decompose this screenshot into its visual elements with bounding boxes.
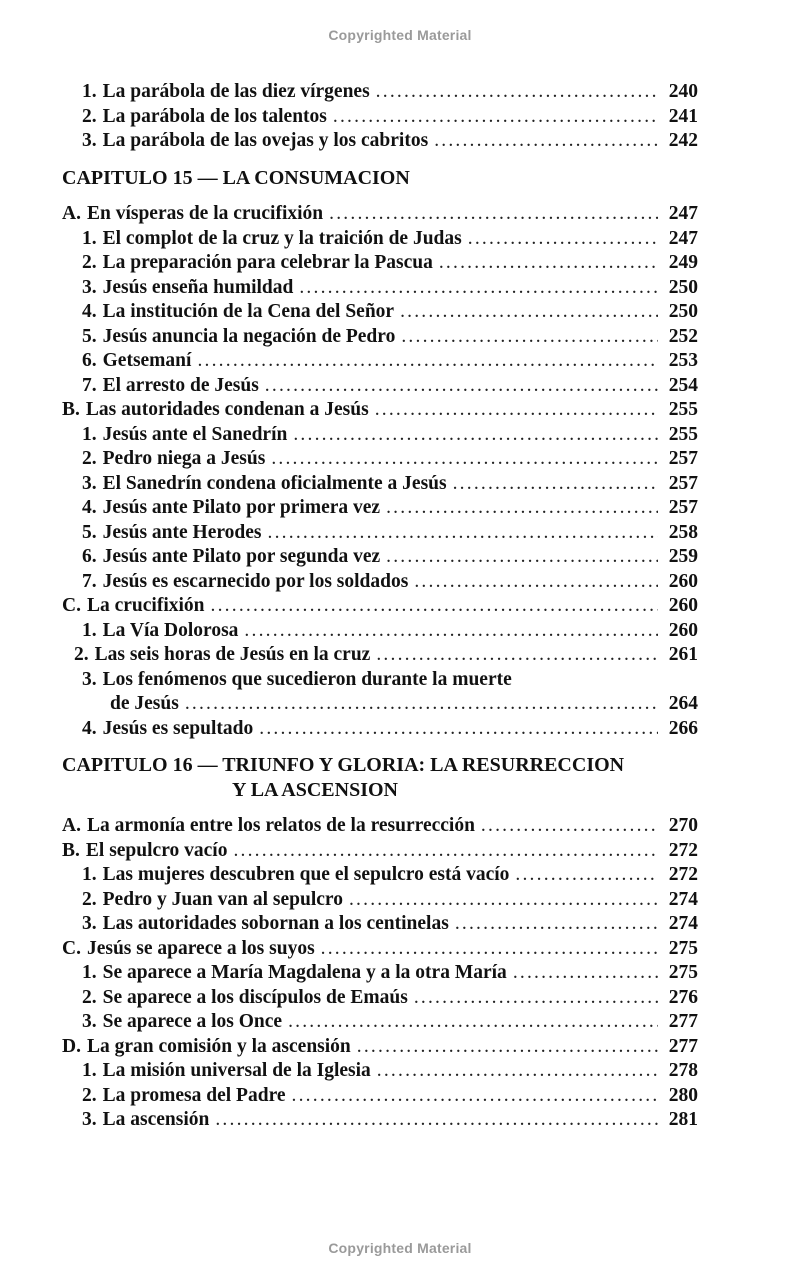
page-number: 275 <box>668 937 698 959</box>
entry-number: 2. <box>82 986 97 1008</box>
toc-entry[interactable] <box>62 276 698 301</box>
entry-number: 6. <box>82 350 97 371</box>
entry-number: 3. <box>82 130 97 151</box>
page-number: 274 <box>668 888 698 910</box>
page-number: 260 <box>668 570 698 592</box>
entry-number: 2. <box>82 1084 97 1106</box>
entry-number: 4. <box>82 301 97 322</box>
leader-dots <box>453 472 658 497</box>
leader-dots <box>375 398 658 423</box>
leader-dots <box>215 1108 658 1133</box>
page-number: 261 <box>668 644 698 665</box>
leader-dots <box>357 1035 658 1060</box>
entry-title: Los fenómenos que sucedieron durante la muerte <box>102 668 512 690</box>
page-number: 278 <box>668 1060 698 1081</box>
leader-dots <box>515 863 658 888</box>
toc-section[interactable] <box>62 814 698 839</box>
toc-entry[interactable] <box>62 472 698 497</box>
page-number: 272 <box>668 864 698 885</box>
leader-dots <box>211 594 658 619</box>
leader-dots <box>386 545 658 570</box>
leader-dots <box>197 349 658 374</box>
page-number: 249 <box>668 252 698 273</box>
page-number: 252 <box>668 325 698 347</box>
entry-title: Jesús anuncia la negación de Pedro <box>102 325 396 347</box>
entry-title: Las seis horas de Jesús en la cruz <box>94 644 371 665</box>
entry-title: Pedro y Juan van al sepulcro <box>102 888 343 910</box>
entry-number: 1. <box>82 1060 97 1081</box>
leader-dots <box>376 643 658 668</box>
leader-dots <box>455 912 658 937</box>
toc-entry[interactable] <box>62 129 698 154</box>
entry-title: Las mujeres descubren que el sepulcro está vacío <box>102 864 510 885</box>
page-number: 270 <box>668 815 698 836</box>
toc-entry[interactable] <box>62 668 698 693</box>
page-number: 277 <box>668 1035 698 1057</box>
entry-number: 1. <box>82 227 97 249</box>
toc-entry[interactable] <box>62 521 698 546</box>
entry-title: El arresto de Jesús <box>102 374 259 396</box>
page-number: 242 <box>668 130 698 151</box>
page-number: 255 <box>668 399 698 420</box>
entry-title: Jesús ante el Sanedrín <box>102 423 288 445</box>
leader-dots <box>259 717 658 742</box>
leader-dots <box>293 423 658 448</box>
entry-number: 1. <box>82 962 97 983</box>
leader-dots <box>468 227 658 252</box>
leader-dots <box>271 447 658 472</box>
entry-title: La parábola de los talentos <box>102 105 327 127</box>
leader-dots <box>268 521 658 546</box>
entry-number: 7. <box>82 570 97 592</box>
toc-entry[interactable] <box>62 643 698 668</box>
section-title: Las autoridades condenan a Jesús <box>85 399 369 420</box>
entry-title: La parábola de las diez vírgenes <box>102 81 370 102</box>
toc-entry[interactable] <box>62 961 698 986</box>
entry-title: Jesús es escarnecido por los soldados <box>102 570 409 592</box>
entry-title: Las autoridades sobornan a los centinelas <box>102 913 449 934</box>
toc-entry[interactable] <box>62 423 698 448</box>
leader-dots <box>265 374 658 399</box>
leader-dots <box>321 937 658 962</box>
entry-number: 4. <box>82 717 97 739</box>
page-number: 272 <box>668 839 698 861</box>
entry-number: 3. <box>82 668 97 690</box>
toc-entry[interactable] <box>62 619 698 644</box>
section-title: El sepulcro vacío <box>85 839 228 861</box>
toc-section[interactable] <box>62 202 698 227</box>
page-number: 259 <box>668 546 698 567</box>
section-title: La crucifixión <box>86 595 205 616</box>
page-number: 250 <box>668 301 698 322</box>
section-letter: C. <box>62 937 81 959</box>
leader-dots <box>481 814 658 839</box>
toc-entry[interactable] <box>62 105 698 130</box>
toc-entry[interactable] <box>62 570 698 595</box>
page-number: 257 <box>668 448 698 469</box>
toc-entry[interactable] <box>62 1059 698 1084</box>
toc-entry[interactable] <box>62 717 698 742</box>
entry-number: 2. <box>82 105 97 127</box>
entry-number: 4. <box>82 497 97 518</box>
leader-dots <box>434 129 658 154</box>
page-number: 254 <box>668 374 698 396</box>
page-number: 281 <box>668 1109 698 1130</box>
entry-title: La institución de la Cena del Señor <box>102 301 395 322</box>
page-number: 250 <box>668 276 698 298</box>
section-letter: D. <box>62 1035 81 1057</box>
page-number: 277 <box>668 1011 698 1032</box>
leader-dots <box>513 961 658 986</box>
entry-title: El complot de la cruz y la traición de Judas <box>102 227 462 249</box>
leader-dots <box>233 839 658 864</box>
entry-title: Se aparece a María Magdalena y a la otra María <box>102 962 507 983</box>
leader-dots <box>288 1010 658 1035</box>
toc-entry[interactable] <box>62 888 698 913</box>
entry-title: La misión universal de la Iglesia <box>102 1060 371 1081</box>
leader-dots <box>299 276 658 301</box>
toc-entry[interactable] <box>62 80 698 105</box>
section-letter: A. <box>62 815 81 836</box>
toc-entry[interactable] <box>62 496 698 521</box>
section-letter: A. <box>62 203 81 224</box>
copyright-watermark-bottom: Copyrighted Material <box>328 1240 472 1256</box>
toc-entry[interactable] <box>62 863 698 888</box>
entry-number: 3. <box>82 276 97 298</box>
chapter-16-heading-line2: Y LA ASCENSION <box>232 778 398 801</box>
leader-dots <box>292 1084 658 1109</box>
entry-title: Jesús ante Herodes <box>102 521 262 543</box>
leader-dots <box>244 619 658 644</box>
entry-title-continuation: de Jesús <box>110 693 179 714</box>
page-number: 247 <box>668 227 698 249</box>
leader-dots <box>400 300 658 325</box>
entry-number: 3. <box>82 1011 97 1032</box>
toc-entry[interactable] <box>62 1108 698 1133</box>
leader-dots <box>386 496 658 521</box>
entry-number: 1. <box>82 619 97 641</box>
entry-title: Pedro niega a Jesús <box>102 448 266 469</box>
entry-number: 3. <box>82 1109 97 1130</box>
toc-block-chapter16 <box>62 814 698 1133</box>
toc-entry[interactable] <box>62 447 698 472</box>
entry-title: La ascensión <box>102 1109 210 1130</box>
page-number: 274 <box>668 913 698 934</box>
page-number: 260 <box>668 619 698 641</box>
toc-entry[interactable] <box>62 251 698 276</box>
entry-number: 5. <box>82 325 97 347</box>
toc-section[interactable] <box>62 594 698 619</box>
page-number: 253 <box>668 350 698 371</box>
section-letter: C. <box>62 595 81 616</box>
toc-section[interactable] <box>62 839 698 864</box>
page-number: 260 <box>668 595 698 616</box>
entry-number: 2. <box>82 252 97 273</box>
leader-dots <box>329 202 658 227</box>
leader-dots <box>376 80 658 105</box>
page-number: 247 <box>668 203 698 224</box>
page-number: 276 <box>668 986 698 1008</box>
entry-title: Se aparece a los Once <box>102 1011 283 1032</box>
entry-number: 7. <box>82 374 97 396</box>
entry-number: 3. <box>82 913 97 934</box>
toc-entry[interactable] <box>62 986 698 1011</box>
page-number: 264 <box>668 693 698 714</box>
entry-title: Jesús ante Pilato por segunda vez <box>102 546 381 567</box>
entry-number: 5. <box>82 521 97 543</box>
entry-title: Jesús es sepultado <box>102 717 254 739</box>
toc-entry[interactable] <box>62 1084 698 1109</box>
section-title: La gran comisión y la ascensión <box>86 1035 351 1057</box>
entry-number: 2. <box>82 888 97 910</box>
toc-section[interactable] <box>62 398 698 423</box>
entry-number: 1. <box>82 81 97 102</box>
page-number: 280 <box>668 1084 698 1106</box>
section-letter: B. <box>62 399 80 420</box>
toc-entry[interactable] <box>62 545 698 570</box>
entry-title: El Sanedrín condena oficialmente a Jesús <box>102 472 447 494</box>
toc-entry[interactable] <box>62 912 698 937</box>
entry-title: Se aparece a los discípulos de Emaús <box>102 986 408 1008</box>
toc-entry[interactable] <box>62 325 698 350</box>
entry-title: La Vía Dolorosa <box>102 619 239 641</box>
table-of-contents <box>62 80 698 1133</box>
entry-title: La parábola de las ovejas y los cabritos <box>102 130 429 151</box>
section-letter: B. <box>62 839 80 861</box>
entry-title: La preparación para celebrar la Pascua <box>102 252 433 273</box>
leader-dots <box>333 105 658 130</box>
entry-number: 1. <box>82 864 97 885</box>
leader-dots <box>401 325 658 350</box>
page-number: 241 <box>668 105 698 127</box>
leader-dots <box>185 692 658 717</box>
toc-entry[interactable] <box>62 374 698 399</box>
toc-entry[interactable] <box>62 349 698 374</box>
toc-entry[interactable] <box>62 1010 698 1035</box>
entry-number: 3. <box>82 472 97 494</box>
leader-dots <box>377 1059 658 1084</box>
leader-dots <box>439 251 658 276</box>
page-number: 266 <box>668 717 698 739</box>
entry-title: Jesús ante Pilato por primera vez <box>102 497 381 518</box>
entry-title: La promesa del Padre <box>102 1084 286 1106</box>
leader-dots <box>414 570 658 595</box>
chapter-15-heading: CAPITULO 15 — LA CONSUMACION <box>62 166 410 189</box>
entry-number: 6. <box>82 546 97 567</box>
copyright-watermark-top: Copyrighted Material <box>328 27 472 43</box>
leader-dots <box>414 986 658 1011</box>
toc-section[interactable] <box>62 937 698 962</box>
section-title: Jesús se aparece a los suyos <box>86 937 315 959</box>
page-number: 240 <box>668 81 698 102</box>
chapter-16-heading: CAPITULO 16 — TRIUNFO Y GLORIA: LA RESURRECCION <box>62 754 625 776</box>
toc-section[interactable] <box>62 1035 698 1060</box>
entry-number: 1. <box>82 423 97 445</box>
toc-block-chapter14-tail <box>62 80 698 154</box>
page-number: 257 <box>668 497 698 518</box>
entry-title: Jesús enseña humildad <box>102 276 294 298</box>
entry-number: 2. <box>82 448 97 469</box>
entry-number: 2. <box>74 644 89 665</box>
toc-entry[interactable] <box>62 227 698 252</box>
page-number: 258 <box>668 521 698 543</box>
section-title: En vísperas de la crucifixión <box>86 203 324 224</box>
toc-block-chapter15 <box>62 202 698 741</box>
page-number: 255 <box>668 423 698 445</box>
toc-entry-continuation[interactable] <box>62 692 698 717</box>
entry-title: Getsemaní <box>102 350 192 371</box>
leader-dots <box>349 888 658 913</box>
page-number: 257 <box>668 472 698 494</box>
section-title: La armonía entre los relatos de la resurrección <box>86 815 475 836</box>
toc-entry[interactable] <box>62 300 698 325</box>
page-number: 275 <box>668 962 698 983</box>
